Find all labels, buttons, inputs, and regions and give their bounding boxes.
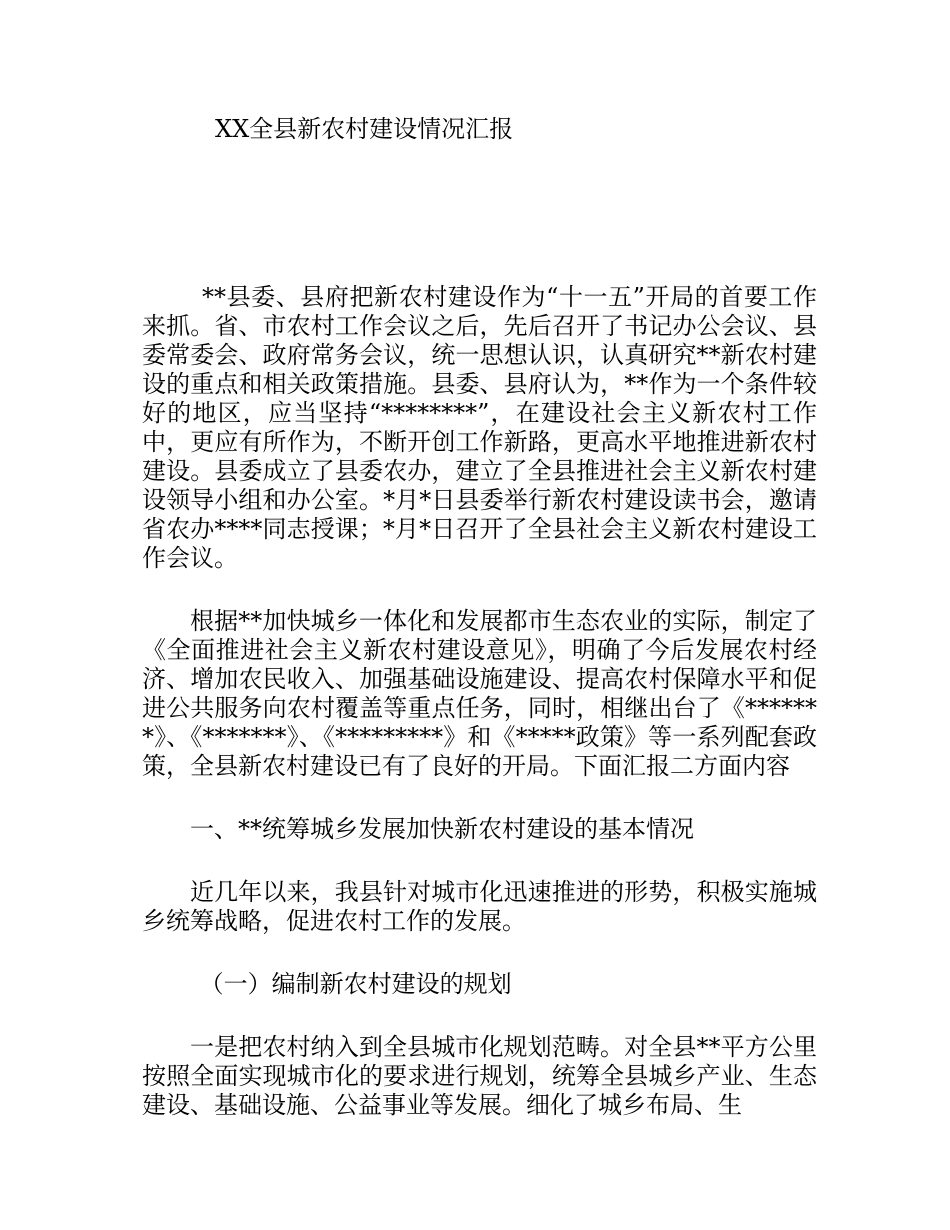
section-intro-paragraph: 近几年以来，我县针对城市化迅速推进的形势，积极实施城乡统筹战略，促进农村工作的发展。 — [142, 878, 817, 935]
document-title: XX全县新农村建设情况汇报 — [215, 115, 514, 143]
paragraph-intro: **县委、县府把新农村建设作为“十一五”开局的首要工作来抓。省、市农村工作会议之后，先后召开了书记办公会议、县委常委会、政府常务会议，统一思想认识，认真研究**新农村建设的重点和相关政策措施。县委、县府认为，**作为一个条件较好的地区，应当坚持“********”，在建设社会主义新农村工作中，更应有所作为，不断开创工作新路，更高水平地推进新农村建设。县委成立了县委农办，建立了全县推进社会主义新农村建设领导小组和办公室。*月*日县委举行新农村建设读书会，邀请省农办****同志授课；*月*日召开了全县社会主义新农村建设工作会议。 — [142, 283, 817, 572]
section-heading: 一、**统筹城乡发展加快新农村建设的基本情况 — [190, 815, 694, 843]
subsection-paragraph: 一是把农村纳入到全县城市化规划范畴。对全县**平方公里按照全面实现城市化的要求进行规划，统筹全县城乡产业、生态建设、基础设施、公益事业等发展。细化了城乡布局、生 — [142, 1033, 817, 1119]
document-body — [142, 283, 817, 1154]
subsection-heading: （一）编制新农村建设的规划 — [199, 970, 512, 998]
paragraph-policy: 根据**加快城乡一体化和发展都市生态农业的实际，制定了《全面推进社会主义新农村建设意见》，明确了今后发展农村经济、增加农民收入、加强基础设施建设、提高农村保障水平和促进公共服务向农村覆盖等重点任务，同时，相继出台了《*******》、《*******》、《*********》和《*****政策》等一系列配套政策，全县新农村建设已有了良好的开局。下面汇报二方面内容 — [142, 607, 817, 780]
